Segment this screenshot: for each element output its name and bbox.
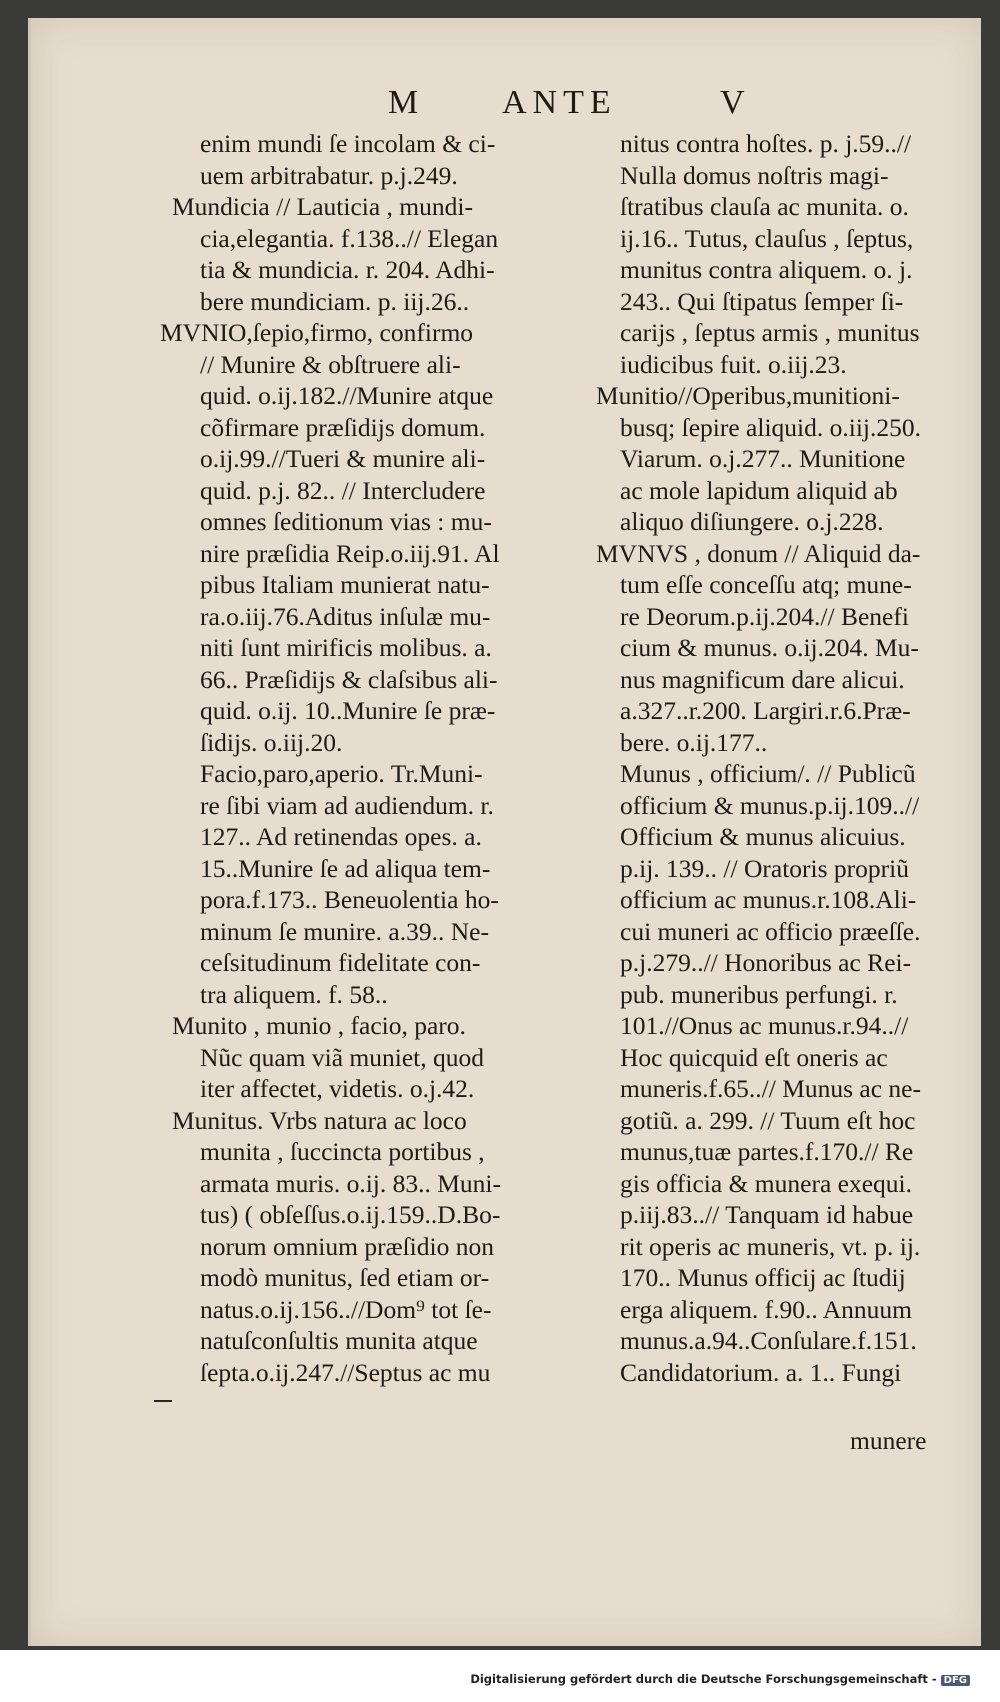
text-line: Nũc quam viã muniet, quod xyxy=(200,1042,484,1072)
text-line: minum ſe munire. a.39.. Ne- xyxy=(200,916,489,946)
text-line: busq; ſepire aliquid. o.iij.250. xyxy=(620,412,922,442)
text-line: munus,tuæ partes.f.170.// Re xyxy=(620,1137,914,1166)
left-text-column xyxy=(160,128,580,1388)
text-line: o.ij.99.//Tueri & munire ali- xyxy=(200,444,486,473)
text-line: Viarum. o.j.277.. Munitione xyxy=(620,444,906,473)
text-line: armata muris. o.ij. 83.. Muni- xyxy=(200,1168,501,1198)
text-line: Nulla domus noſtris magi- xyxy=(620,160,889,190)
text-line: natus.o.ij.156..//Dom⁹ tot ſe- xyxy=(200,1294,492,1324)
text-line: uem arbitrabatur. p.j.249. xyxy=(200,160,458,190)
margin-dash-mark xyxy=(154,1400,172,1402)
digitization-footer xyxy=(0,1650,1000,1702)
text-line: // Munire & obſtruere ali- xyxy=(200,349,461,379)
text-line: 66.. Præſidijs & claſsibus ali- xyxy=(200,664,498,694)
footer-credit xyxy=(470,1672,970,1686)
text-line: cia,elegantia. f.138..// Elegan xyxy=(200,223,499,253)
text-line: Facio,paro,aperio. Tr.Muni- xyxy=(200,759,483,788)
text-line: 243.. Qui ſtipatus ſemper ſi- xyxy=(620,286,904,316)
header-left-letter: M xyxy=(388,84,425,121)
running-header xyxy=(0,84,1000,128)
text-line: omnes ſeditionum vias : mu- xyxy=(200,507,492,536)
text-line: MVNVS , donum // Aliquid da- xyxy=(596,538,921,568)
text-line: ac mole lapidum aliquid ab xyxy=(620,475,898,505)
text-line: iudicibus fuit. o.iij.23. xyxy=(620,349,847,379)
text-line: ſtratibus clauſa ac munita. o. xyxy=(620,192,909,221)
text-line: bere. o.ij.177.. xyxy=(620,727,768,757)
text-line: nire præſidia Reip.o.iij.91. Al xyxy=(200,538,500,568)
text-line: tum eſſe conceſſu atq; mune- xyxy=(620,570,912,599)
text-line: p.iij.83..// Tanquam id habue xyxy=(620,1200,914,1229)
text-line: ſidijs. o.iij.20. xyxy=(200,727,343,757)
text-line: cui muneri ac officio præeſſe. xyxy=(620,916,921,946)
text-line: p.ij. 139.. // Oratoris propriũ xyxy=(620,853,909,883)
text-line: a.327..r.200. Largiri.r.6.Præ- xyxy=(620,696,911,725)
text-line: Munitus. Vrbs natura ac loco xyxy=(172,1105,467,1135)
text-line: gotiũ. a. 299. // Tuum eſt hoc xyxy=(620,1105,916,1135)
text-line: erga aliquem. f.90.. Annuum xyxy=(620,1294,913,1324)
text-line: Munitio//Operibus,munitioni- xyxy=(596,381,900,410)
text-line: iter affectet, videtis. o.j.42. xyxy=(200,1074,475,1103)
text-line: pibus Italiam munierat natu- xyxy=(200,570,490,599)
text-line: tia & mundicia. r. 204. Adhi- xyxy=(200,255,495,284)
footer-credit-text: Digitalisierung gefördert durch die Deutsche Forschungsgemeinschaft - xyxy=(470,1672,937,1686)
text-line: quid. o.ij.182.//Munire atque xyxy=(200,381,494,410)
text-line: muneris.f.65..// Munus ac ne- xyxy=(620,1074,921,1103)
text-line: quid. p.j. 82.. // Intercludere xyxy=(200,475,486,505)
text-line: Mundicia // Lauticia , mundi- xyxy=(172,192,473,221)
text-line: officium ac munus.r.108.Ali- xyxy=(620,885,917,914)
text-line: re ſibi viam ad audiendum. r. xyxy=(200,790,494,820)
text-line: p.j.279..// Honoribus ac Rei- xyxy=(620,948,912,977)
right-text-column xyxy=(590,128,990,1388)
text-line: Munito , munio , facio, paro. xyxy=(172,1011,466,1040)
header-right-letter: V xyxy=(720,84,751,121)
text-line: cium & munus. o.ij.204. Mu- xyxy=(620,633,919,662)
catchword: munere xyxy=(850,1426,927,1455)
header-center-word: ANTE xyxy=(502,84,617,121)
text-line: 101.//Onus ac munus.r.94..// xyxy=(620,1011,909,1040)
text-line: Munus , officium/. // Publicũ xyxy=(620,759,916,788)
text-line: Officium & munus alicuius. xyxy=(620,822,906,851)
text-line: pub. muneribus perfungi. r. xyxy=(620,979,898,1009)
text-line: 170.. Munus officij ac ſtudij xyxy=(620,1263,906,1292)
text-line: modò munitus, ſed etiam or- xyxy=(200,1263,490,1292)
text-line: carijs , ſeptus armis , munitus xyxy=(620,318,920,347)
text-line: munita , ſuccincta portibus , xyxy=(200,1137,485,1166)
text-line: rit operis ac muneris, vt. p. ij. xyxy=(620,1231,921,1261)
text-line: quid. o.ij. 10..Munire ſe præ- xyxy=(200,696,496,725)
text-line: ij.16.. Tutus, clauſus , ſeptus, xyxy=(620,223,914,253)
text-line: Candidatorium. a. 1.. Fungi xyxy=(620,1357,902,1387)
text-line: bere mundiciam. p. iij.26.. xyxy=(200,286,470,316)
text-line: nus magnificum dare alicui. xyxy=(620,664,905,694)
text-line: officium & munus.p.ij.109..// xyxy=(620,790,920,820)
text-line: nitus contra hoſtes. p. j.59..// xyxy=(620,129,912,158)
text-line: enim mundi ſe incolam & ci- xyxy=(200,129,496,158)
text-line: natuſconſultis munita atque xyxy=(200,1326,478,1355)
text-line: Hoc quicquid eſt oneris ac xyxy=(620,1042,888,1072)
text-line: munus.a.94..Conſulare.f.151. xyxy=(620,1326,917,1355)
text-line: tus) ( obſeſſus.o.ij.159..D.Bo- xyxy=(200,1200,501,1229)
text-line: cõfirmare præſidijs domum. xyxy=(200,412,486,442)
text-line: pora.f.173.. Beneuolentia ho- xyxy=(200,885,499,914)
text-line: 15..Munire ſe ad aliqua tem- xyxy=(200,853,491,883)
text-line: tra aliquem. f. 58.. xyxy=(200,979,388,1009)
text-line: ſepta.o.ij.247.//Septus ac mu xyxy=(200,1357,491,1387)
text-line: norum omnium præſidio non xyxy=(200,1231,494,1261)
text-line: ceſsitudinum fidelitate con- xyxy=(200,948,481,977)
text-line: MVNIO,ſepio,firmo, confirmo xyxy=(160,318,474,347)
text-line: munitus contra aliquem. o. j. xyxy=(620,255,913,284)
dfg-logo-badge: DFG xyxy=(941,1675,970,1686)
text-line: re Deorum.p.ij.204.// Benefi xyxy=(620,601,909,631)
text-line: aliquo diſiungere. o.j.228. xyxy=(620,507,884,536)
text-line: ra.o.iij.76.Aditus inſulæ mu- xyxy=(200,601,491,631)
text-line: gis officia & munera exequi. xyxy=(620,1168,912,1198)
text-line: niti ſunt mirificis molibus. a. xyxy=(200,633,492,662)
text-line: 127.. Ad retinendas opes. a. xyxy=(200,822,482,851)
